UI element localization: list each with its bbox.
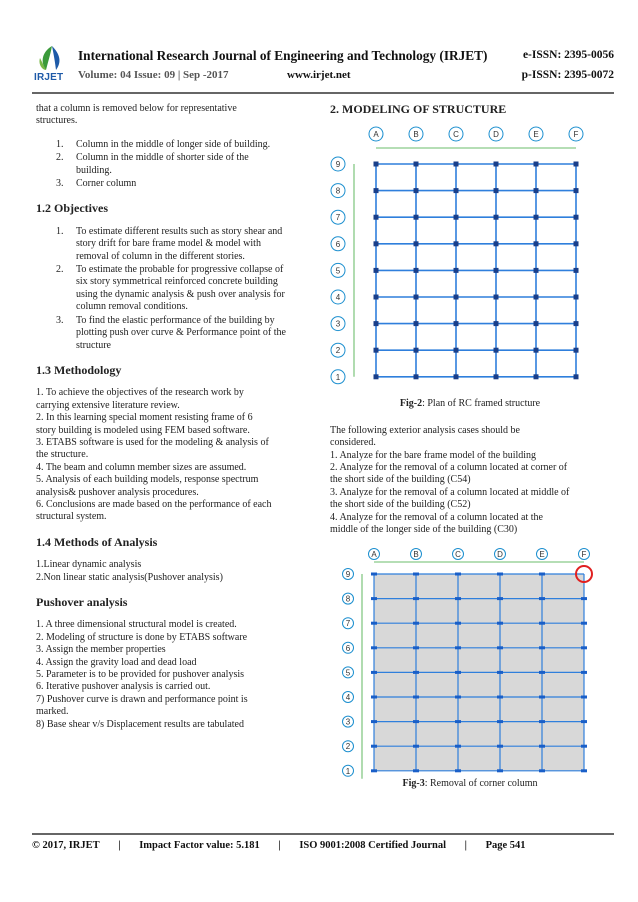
- grid-bubble-B-label: B: [413, 550, 419, 560]
- column-node: [413, 721, 419, 724]
- column-node: [455, 573, 461, 576]
- column-node: [497, 696, 503, 699]
- column-node: [455, 770, 461, 773]
- copyright: © 2017, IRJET: [32, 840, 100, 851]
- column-node: [539, 745, 545, 748]
- column-node: [374, 348, 379, 353]
- column-node: [454, 242, 459, 247]
- plan-drawing: [330, 126, 612, 390]
- page-number: Page 541: [485, 840, 526, 851]
- removal-drawing: [330, 548, 612, 777]
- column-node: [494, 322, 499, 327]
- column-node: [374, 242, 379, 247]
- column-node: [497, 770, 503, 773]
- column-node: [414, 348, 419, 353]
- column-node: [574, 189, 579, 194]
- column-node: [455, 721, 461, 724]
- column-node: [414, 162, 419, 167]
- figure-3-plan: [330, 548, 612, 777]
- list-item: 3. To find the elastic performance of the building by plotting push over curve & Performance point of the structure: [56, 314, 286, 351]
- pushover-heading: Pushover analysis: [36, 595, 128, 609]
- column-node: [494, 162, 499, 167]
- column-node: [574, 268, 579, 273]
- iso-certification: ISO 9001:2008 Certified Journal: [299, 840, 447, 851]
- column-node: [374, 162, 379, 167]
- column-node: [581, 647, 587, 650]
- column-node: [413, 622, 419, 625]
- column-node: [374, 322, 379, 327]
- column-node: [374, 375, 379, 380]
- column-node: [581, 745, 587, 748]
- column-node: [534, 162, 539, 167]
- column-node: [574, 348, 579, 353]
- column-node: [539, 671, 545, 674]
- column-node: [497, 647, 503, 650]
- impact-factor: Impact Factor value: 5.181: [139, 840, 260, 851]
- list-item: 1. Column in the middle of longer side of building.: [56, 138, 271, 150]
- column-node: [497, 573, 503, 576]
- column-node: [414, 242, 419, 247]
- column-node: [581, 770, 587, 773]
- list-item: 2. Column in the middle of shorter side of the building.: [56, 152, 249, 176]
- column-node: [414, 295, 419, 300]
- column-node: [413, 647, 419, 650]
- methodology-text: 1. To achieve the objectives of the research work by carrying extensive literature review. 2. In this learning special moment resisting frame of 6 story building is modeled using FEM based software. 3. ETABS software is used for the modeling & analysis of the structure. 4. The beam and column member sizes are assumed. 5. Analysis of each building models, response spectrum analysis& pushover analysis procedures. 6. Conclusions are made based on the performance of each structural system.: [36, 387, 272, 523]
- column-node: [574, 375, 579, 380]
- column-node: [455, 745, 461, 748]
- column-node: [494, 189, 499, 194]
- objectives-heading: 1.2 Objectives: [36, 201, 108, 216]
- column-node: [534, 375, 539, 380]
- column-node: [454, 295, 459, 300]
- column-node: [581, 721, 587, 724]
- grid-bubble-9-label: 9: [335, 160, 341, 170]
- column-node: [374, 215, 379, 220]
- modeling-heading: 2. MODELING OF STRUCTURE: [330, 102, 507, 116]
- grid-bubble-4-label: 4: [345, 693, 351, 703]
- column-node: [455, 696, 461, 699]
- column-node: [371, 671, 377, 674]
- grid-bubble-1-label: 1: [335, 373, 341, 383]
- column-node: [374, 268, 379, 273]
- column-node: [454, 348, 459, 353]
- page-footer: © 2017, IRJET | Impact Factor value: 5.181 | ISO 9001:2008 Certified Journal | Page 541: [32, 840, 526, 851]
- grid-bubble-7-label: 7: [335, 213, 341, 223]
- column-node: [574, 295, 579, 300]
- column-node: [413, 745, 419, 748]
- column-node: [574, 215, 579, 220]
- right-column: [330, 103, 610, 805]
- column-node: [371, 647, 377, 650]
- column-node: [454, 268, 459, 273]
- column-node: [539, 573, 545, 576]
- volume-issue: Volume: 04 Issue: 09 | Sep -2017: [78, 69, 229, 81]
- column-node: [539, 622, 545, 625]
- column-node: [454, 162, 459, 167]
- grid-bubble-E-label: E: [533, 130, 539, 140]
- column-node: [581, 598, 587, 601]
- grid-bubble-8-label: 8: [335, 187, 341, 197]
- column-node: [534, 215, 539, 220]
- column-node: [534, 295, 539, 300]
- column-node: [494, 348, 499, 353]
- column-node: [497, 598, 503, 601]
- figure-2-caption: Fig-2: Plan of RC framed structure: [399, 398, 541, 410]
- grid-bubble-5-label: 5: [345, 668, 351, 678]
- column-node: [574, 162, 579, 167]
- list-item: 3. Corner column: [56, 178, 137, 190]
- column-node: [371, 598, 377, 601]
- column-node: [455, 647, 461, 650]
- column-node: [414, 268, 419, 273]
- column-node: [455, 598, 461, 601]
- column-node: [371, 622, 377, 625]
- column-node: [414, 322, 419, 327]
- grid-bubble-E-label: E: [539, 550, 545, 560]
- column-node: [539, 696, 545, 699]
- grid-bubble-A-label: A: [373, 130, 379, 140]
- column-node: [534, 322, 539, 327]
- column-node: [581, 696, 587, 699]
- logo-text: IRJET: [34, 72, 64, 83]
- column-node: [413, 573, 419, 576]
- column-node: [454, 375, 459, 380]
- list-item: 1. To estimate different results such as story shear and story drift for bare frame model & model with removal of column in the different stories.: [56, 225, 283, 262]
- page-header: [32, 44, 614, 88]
- figure-2-plan: [330, 126, 612, 390]
- column-node: [494, 268, 499, 273]
- grid-bubble-3-label: 3: [345, 718, 351, 728]
- column-node: [413, 671, 419, 674]
- column-node: [413, 696, 419, 699]
- column-node: [455, 671, 461, 674]
- column-node: [534, 242, 539, 247]
- grid-bubble-4-label: 4: [335, 293, 341, 303]
- column-node: [371, 721, 377, 724]
- column-node: [497, 671, 503, 674]
- methods-heading: 1.4 Methods of Analysis: [36, 534, 158, 549]
- column-node: [413, 770, 419, 773]
- column-node: [371, 745, 377, 748]
- footer-divider: [32, 833, 614, 835]
- grid-bubble-5-label: 5: [335, 266, 341, 276]
- column-node: [371, 770, 377, 773]
- column-node: [374, 295, 379, 300]
- grid-bubble-D-label: D: [497, 550, 503, 560]
- grid-bubble-A-label: A: [371, 550, 377, 560]
- column-node: [494, 375, 499, 380]
- grid-bubble-9-label: 9: [345, 570, 351, 580]
- column-node: [413, 598, 419, 601]
- journal-website-link[interactable]: www.irjet.net: [287, 69, 351, 81]
- column-node: [371, 573, 377, 576]
- objectives-list: [36, 226, 308, 352]
- methodology-heading: 1.3 Methodology: [36, 362, 122, 377]
- left-column: [36, 103, 308, 743]
- column-node: [455, 622, 461, 625]
- column-node: [414, 375, 419, 380]
- column-node: [494, 242, 499, 247]
- column-node: [539, 721, 545, 724]
- intro-paragraph: that a column is removed below for representative structures.: [36, 103, 237, 127]
- pushover-text: 1. A three dimensional structural model is created. 2. Modeling of structure is done by ETABS software 3. Assign the member properties 4. Assign the gravity load and dead load 5. Parameter is to be provided for pushover analysis 6. Iterative pushover analysis is carried out. 7) Pushover curve is drawn and performance point is marked. 8) Base shear v/s Displacement results are tabulated: [36, 619, 248, 730]
- column-node: [497, 745, 503, 748]
- analysis-cases-text: The following exterior analysis cases should be considered. 1. Analyze for the bare frame model of the building 2. Analyze for the removal of a column located at corner of the short side of the building (C54) 3. Analyze for the removal of a column located at middle of the short side of the building (C52) 4. Analyze for the removal of a column located at the middle of the longer side of the building (C30): [330, 424, 570, 536]
- grid-bubble-C-label: C: [453, 130, 459, 140]
- grid-bubble-6-label: 6: [335, 240, 341, 250]
- removal-list: [36, 139, 308, 191]
- grid-bubble-6-label: 6: [345, 644, 351, 654]
- column-node: [454, 215, 459, 220]
- column-node: [574, 242, 579, 247]
- column-node: [494, 215, 499, 220]
- column-node: [534, 348, 539, 353]
- header-divider: [32, 92, 614, 94]
- column-node: [371, 696, 377, 699]
- p-issn: p-ISSN: 2395-0072: [521, 69, 614, 81]
- column-node: [494, 295, 499, 300]
- column-node: [539, 770, 545, 773]
- figure-3-caption: Fig-3: Removal of corner column: [402, 778, 538, 790]
- e-issn: e-ISSN: 2395-0056: [522, 49, 614, 61]
- column-node: [581, 622, 587, 625]
- grid-bubble-D-label: D: [493, 130, 499, 140]
- grid-bubble-7-label: 7: [345, 619, 351, 629]
- column-node: [454, 322, 459, 327]
- column-node: [374, 189, 379, 194]
- column-node: [574, 322, 579, 327]
- column-node: [534, 268, 539, 273]
- methods-text: 1.Linear dynamic analysis 2.Non linear static analysis(Pushover analysis): [36, 559, 223, 583]
- grid-bubble-F-label: F: [581, 550, 587, 560]
- column-node: [414, 189, 419, 194]
- grid-bubble-F-label: F: [573, 130, 579, 140]
- grid-bubble-2-label: 2: [345, 742, 351, 752]
- column-node: [497, 721, 503, 724]
- column-node: [534, 189, 539, 194]
- grid-bubble-1-label: 1: [345, 767, 351, 777]
- grid-bubble-2-label: 2: [335, 346, 341, 356]
- column-node: [581, 671, 587, 674]
- grid-bubble-C-label: C: [455, 550, 461, 560]
- list-item: 2. To estimate the probable for progressive collapse of six story symmetrical reinforced concrete building using the dynamic analysis & push over analysis for column removal conditions.: [56, 264, 285, 313]
- grid-bubble-8-label: 8: [345, 595, 351, 605]
- journal-title: International Research Journal of Engineering and Technology (IRJET): [78, 48, 488, 63]
- column-node: [539, 647, 545, 650]
- grid-bubble-3-label: 3: [335, 320, 341, 330]
- grid-bubble-B-label: B: [413, 130, 419, 140]
- column-node: [454, 189, 459, 194]
- column-node: [497, 622, 503, 625]
- column-node: [414, 215, 419, 220]
- column-node: [539, 598, 545, 601]
